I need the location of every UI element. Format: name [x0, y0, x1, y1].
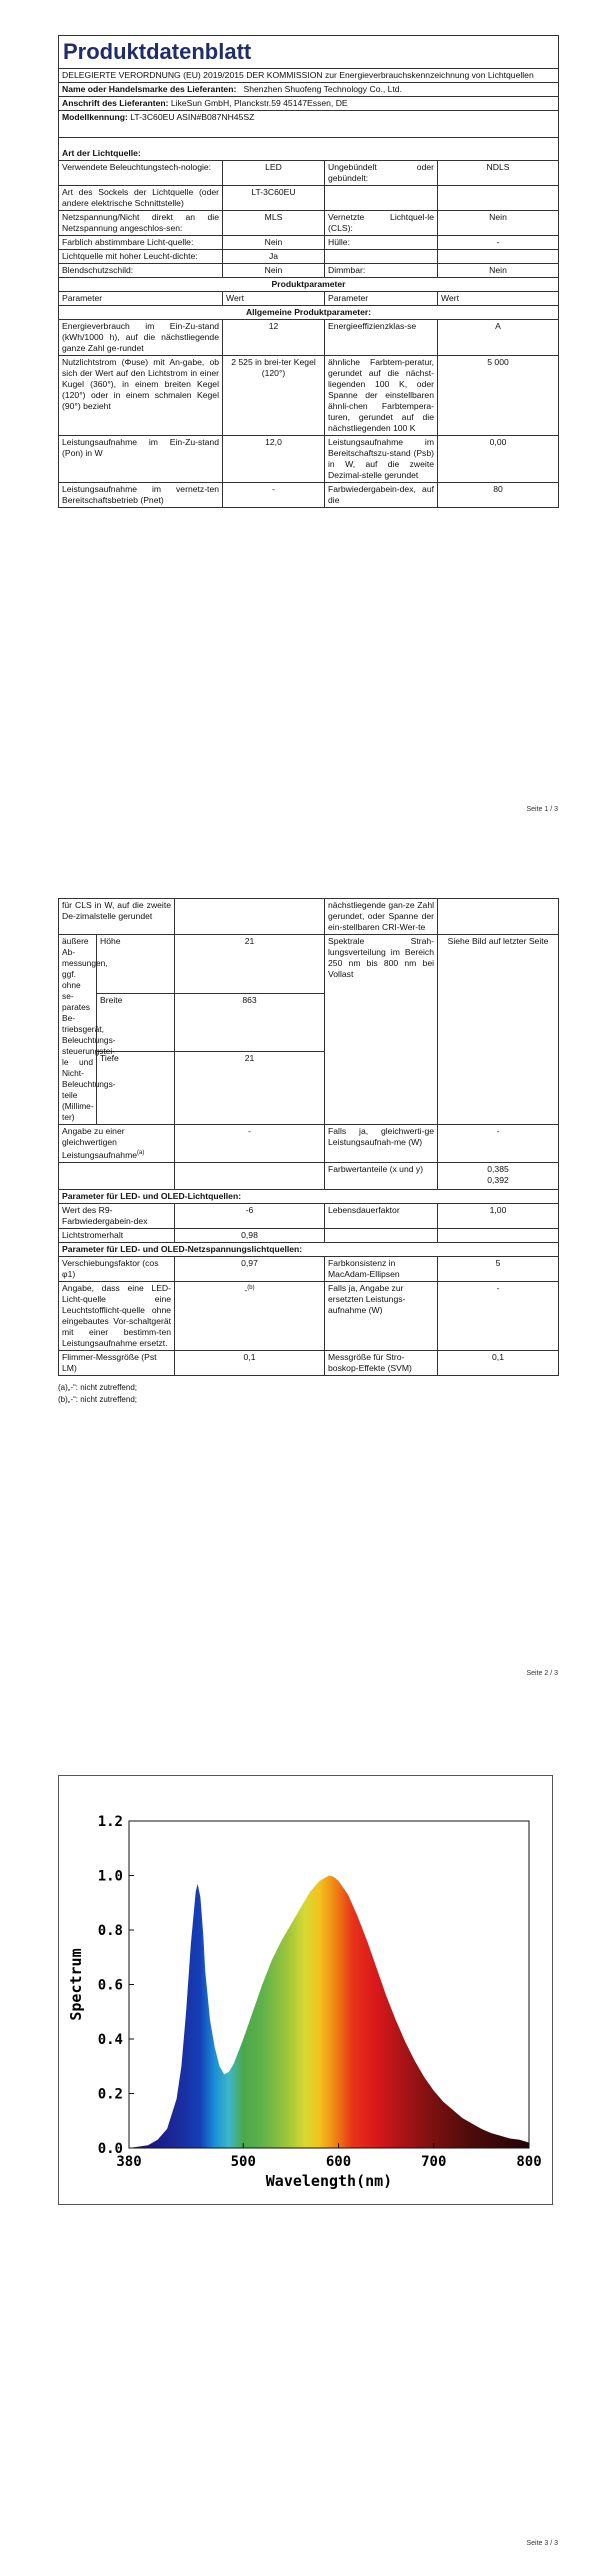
y-tick-label: 0.2 [97, 2086, 123, 2103]
dim-name-width: Breite [97, 993, 175, 1052]
x-tick-label: 600 [325, 2154, 352, 2170]
param-value: MLS [223, 211, 325, 236]
regulation-text: DELEGIERTE VERORDNUNG (EU) 2019/2015 DER KOMMISSION zur Energieverbrauchskennzeichnung von Lichtquellen [59, 69, 559, 83]
page-1 [0, 0, 604, 840]
param-value-2: 5 000 [438, 356, 559, 436]
model-row [59, 111, 559, 138]
general-param-row [59, 320, 559, 356]
general-params-heading: Allgemeine Produktparameter: [59, 306, 559, 320]
x-axis-label: Wavelength(nm) [265, 2172, 393, 2190]
dim-name-height: Höhe [97, 935, 175, 994]
y-tick-label: 1.2 [97, 1814, 123, 1830]
spectrum-area [129, 1876, 529, 2149]
param-value-2: NDLS [438, 161, 559, 186]
dim-name-depth: Tiefe [97, 1052, 175, 1125]
param-label-2: Leistungsaufnahme im Bereitschaftszu-stand (Psb) in W, auf die zweite Dezimal-stelle gerundet [325, 436, 438, 483]
model-value: LT-3C60EU ASIN#B087NH45SZ [130, 112, 255, 122]
param-label: Verwendete Beleuchtungstech-nologie: [59, 161, 223, 186]
supplier-value: Shenzhen Shuofeng Technology Co., Ltd. [243, 84, 402, 94]
y-tick-label: 1.0 [97, 1868, 123, 1885]
x-tick-label: 380 [116, 2154, 142, 2170]
supplier-row [59, 83, 559, 97]
x-tick-label: 700 [421, 2154, 447, 2170]
param-value: Nein [223, 264, 325, 278]
param-value: 12,0 [223, 436, 325, 483]
param-value: 2 525 in brei-ter Kegel (120°) [223, 356, 325, 436]
general-param-row [59, 436, 559, 483]
empty-cell [59, 1162, 175, 1189]
datasheet-table-1 [58, 35, 559, 508]
dim-value-depth: 21 [175, 1052, 325, 1125]
param-label-2: Ungebündelt oder gebündelt: [325, 161, 438, 186]
flicker-label: Flimmer-Messgröße (Pst LM) [59, 1350, 175, 1375]
param-label-2: Hülle: [325, 236, 438, 250]
param-label: Energieverbrauch im Ein-Zu-stand (kWh/1000 h), auf die nächstliegende ganze Zahl ge-rundet [59, 320, 223, 356]
y-tick-label: 0.8 [97, 1923, 123, 1939]
y-tick-label: 0.6 [97, 1977, 123, 1994]
col-header-value-2: Wert [438, 292, 559, 306]
param-label-clip: Leistungsaufnahme im vernetz-ten Bereitschaftsbetrieb (Pnet) [62, 484, 219, 505]
datasheet-table-2 [58, 898, 559, 1376]
r9-value: -6 [175, 1203, 325, 1228]
param-label-2: Vernetzte Lichtquel-le (CLS): [325, 211, 438, 236]
param-value-2: A [438, 320, 559, 356]
chroma-label: Farbwertanteile (x und y) [325, 1162, 438, 1189]
param-label-2: Dimmbar: [325, 264, 438, 278]
dimensions-label: äußere Ab-messungen, ggf. ohne se-parates Be-triebsgerät, Beleuchtungs-steuerungstei-le und Nicht-Beleuchtungs-teile (Millime-ter) [59, 935, 97, 1125]
chroma-values [438, 1162, 559, 1189]
dim-value-width: 863 [175, 993, 325, 1052]
chroma-y: 0,392 [487, 1174, 509, 1185]
light-source-row [59, 186, 559, 211]
page-number-2: Seite 2 / 3 [526, 1670, 558, 1677]
shift-factor-value: 0,97 [175, 1256, 325, 1281]
param-value: - [223, 483, 325, 508]
param-label: Art des Sockels der Lichtquelle (oder andere elektrische Schnittstelle) [59, 186, 223, 211]
page-3 [0, 1740, 604, 2560]
param-label: Blendschutzschild: [59, 264, 223, 278]
replacement-label: Angabe, dass eine LED-Licht-quelle eine Leuchtstofflicht-quelle ohne eingebautes Vor-schaltgerät mit einer bestimm-ten Leistungsaufnahme ersetzt. [59, 1281, 175, 1350]
param-label-2: Energieeffizienzklas-se [325, 320, 438, 356]
datasheet-part-1 [58, 35, 558, 508]
stroboscopic-label: Messgröße für Stro-boskop-Effekte (SVM) [325, 1350, 438, 1375]
equiv-power-value: - [175, 1125, 325, 1163]
page-2 [0, 880, 604, 1690]
param-label: Lichtquelle mit hoher Leucht-dichte: [59, 250, 223, 264]
param-label-2-clip: Farbwiedergabein-dex, auf die [328, 484, 434, 505]
light-source-row [59, 264, 559, 278]
col-header-param: Parameter [59, 292, 223, 306]
mains-params-heading: Parameter für LED- und OLED-Netzspannungslichtquellen: [59, 1242, 559, 1256]
param-value: Nein [223, 236, 325, 250]
param-label: Farblich abstimmbare Licht-quelle: [59, 236, 223, 250]
document-title: Produktdatenblatt [59, 36, 559, 69]
equiv-power-label: Angabe zu einer gleichwertigen Leistungsaufnahme [62, 1126, 138, 1160]
param-value-2: Nein [438, 211, 559, 236]
flicker-value: 0,1 [175, 1350, 325, 1375]
empty-cell [175, 1162, 325, 1189]
param-label-2 [325, 186, 438, 211]
r9-label: Wert des R9-Farbwiedergabein-dex [59, 1203, 175, 1228]
light-source-heading: Art der Lichtquelle: [59, 138, 559, 161]
param-value-2: 0,00 [438, 436, 559, 483]
col-header-value: Wert [223, 292, 325, 306]
address-row [59, 97, 559, 111]
stroboscopic-value: 0,1 [438, 1350, 559, 1375]
shift-factor-label: Verschiebungsfaktor (cos φ1) [59, 1256, 175, 1281]
param-value: LT-3C60EU [223, 186, 325, 211]
param-label-2 [325, 483, 438, 508]
x-tick-label: 500 [230, 2154, 256, 2170]
x-tick-label: 800 [516, 2154, 542, 2170]
param-label-2: ähnliche Farbtem-peratur, gerundet auf die nächst-liegenden 100 K, oder Spanne der einstellbaren ähnli-chen Farbtempera-turen, gerundet auf die nächstliegenden 100 K [325, 356, 438, 436]
param-value-2: 80 [438, 483, 559, 508]
footnote-b: (b)„-“: nicht zutreffend; [58, 1394, 137, 1404]
param-label [59, 483, 223, 508]
lifetime-factor-label: Lebensdauerfaktor [325, 1203, 438, 1228]
replacement-value-cell [175, 1281, 325, 1350]
footnote-a: (a)„-“: nicht zutreffend; [58, 1382, 137, 1392]
flux-maintenance-label: Lichtstromerhalt [59, 1228, 175, 1242]
equiv-power-sup: (a) [137, 1150, 145, 1156]
model-label: Modellkennung: [62, 112, 128, 122]
general-param-row [59, 356, 559, 436]
macadam-value: 5 [438, 1256, 559, 1281]
equiv-watt-label: Falls ja, gleichwerti-ge Leistungsaufnah-me (W) [325, 1125, 438, 1163]
replacement-sup: (b) [247, 1284, 255, 1291]
light-source-row [59, 236, 559, 250]
replacement-watt-label: Falls ja, Angabe zur ersetzten Leistungs-aufnahme (W) [325, 1281, 438, 1350]
param-label: Leistungsaufnahme im Ein-Zu-stand (Pon) in W [59, 436, 223, 483]
param-value-2: Nein [438, 264, 559, 278]
param-value-2 [438, 186, 559, 211]
equiv-watt-value: - [438, 1125, 559, 1163]
page-number-1: Seite 1 / 3 [526, 806, 558, 813]
datasheet-part-2 [58, 898, 558, 1406]
col-header-param-2: Parameter [325, 292, 438, 306]
chroma-x: 0,385 [487, 1163, 509, 1174]
spectrum-chart-svg [59, 1776, 552, 2204]
param-value: 12 [223, 320, 325, 356]
empty-cell [325, 1228, 438, 1242]
lifetime-factor-value: 1,00 [438, 1203, 559, 1228]
param-value: LED [223, 161, 325, 186]
address-label: Anschrift des Lieferanten: [62, 98, 169, 108]
equiv-power-row-label [59, 1125, 175, 1163]
param-label: Nutzlichtstrom (Φuse) mit An-gabe, ob sich der Wert auf den Lichtstrom in einer Kugel (360°), in einem breiten Kegel (120°) oder in einem schmalen Kegel (90°) bezieht [59, 356, 223, 436]
page-number-3: Seite 3 / 3 [526, 2540, 558, 2547]
spectral-value: Siehe Bild auf letzter Seite [438, 935, 559, 1125]
empty-cell [438, 899, 559, 935]
replacement-watt-value: - [438, 1281, 559, 1350]
product-params-heading: Produktparameter [59, 278, 559, 292]
dim-value-height: 21 [175, 935, 325, 994]
supplier-label: Name oder Handelsmarke des Lieferanten: [62, 84, 237, 94]
footnotes [58, 1382, 558, 1406]
light-source-row [59, 250, 559, 264]
y-axis-label: Spectrum [67, 1948, 85, 2021]
y-tick-label: 0.0 [97, 2141, 123, 2157]
param-label: Netzspannung/Nicht direkt an die Netzspannung angeschlos-sen: [59, 211, 223, 236]
param-value-2: - [438, 236, 559, 250]
standby-network-cont: für CLS in W, auf die zweite De-zimalstelle gerundet [59, 899, 175, 935]
light-source-row [59, 161, 559, 186]
param-label-2 [325, 250, 438, 264]
param-value-2 [438, 250, 559, 264]
y-tick-label: 0.4 [97, 2032, 123, 2048]
spectral-label: Spektrale Strah-lungsverteilung im Bereich 250 nm bis 800 nm bei Vollast [325, 935, 438, 1125]
flux-maintenance-value: 0,98 [175, 1228, 325, 1242]
replacement-value: - [244, 1284, 248, 1295]
empty-cell [175, 899, 325, 935]
empty-cell [438, 1228, 559, 1242]
param-value: Ja [223, 250, 325, 264]
general-param-row [59, 483, 559, 508]
cri-label-cont: nächstliegende gan-ze Zahl gerundet, oder Spanne der ein-stellbaren CRI-Wer-te [325, 899, 438, 935]
light-source-row [59, 211, 559, 236]
address-value: LikeSun GmbH, Planckstr.59 45147Essen, DE [170, 98, 348, 108]
led-params-heading: Parameter für LED- und OLED-Lichtquellen: [59, 1189, 559, 1203]
macadam-label: Farbkonsistenz in MacAdam-Ellipsen [325, 1256, 438, 1281]
spectrum-chart [58, 1775, 553, 2205]
